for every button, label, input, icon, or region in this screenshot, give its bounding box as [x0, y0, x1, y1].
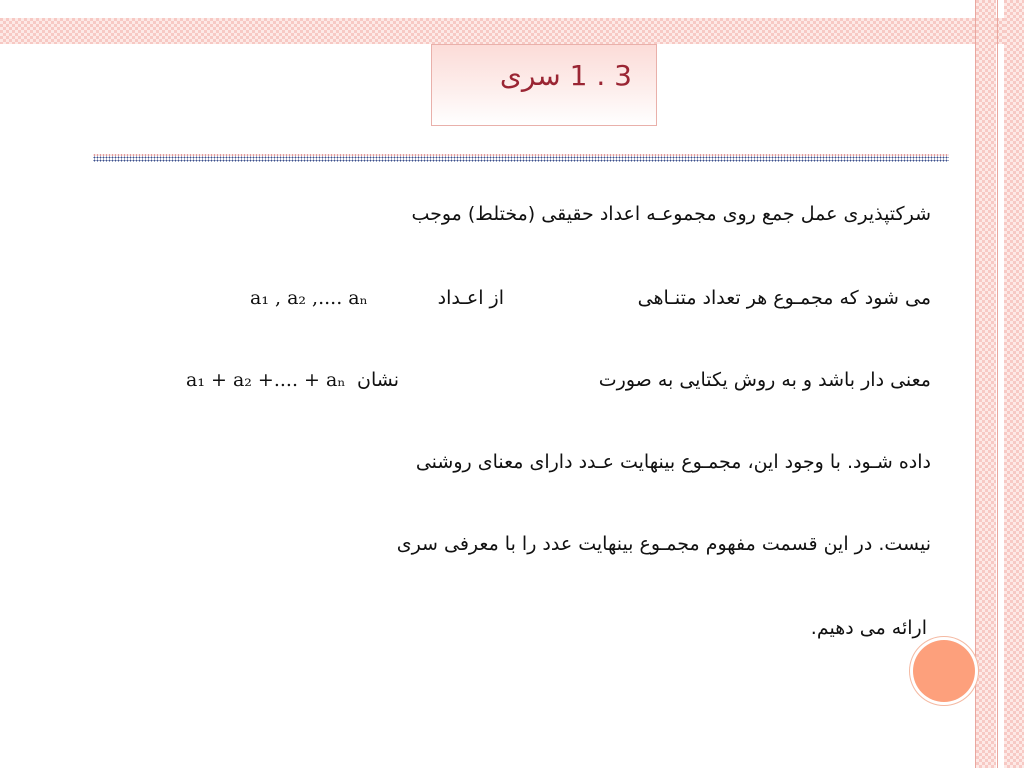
body-line-2-suffix: از اعـداد [437, 287, 504, 309]
body-line-2: می شود که مجمـوع هر تعداد متنـاهی [637, 287, 931, 309]
decorative-right-strip [976, 0, 996, 768]
body-line-5: نیست. در این قسمت مفهوم مجمـوع بینهایت عدد را با معرفی سری [396, 533, 931, 555]
body-line-1: شرکتپذیری عمل جمع روی مجموعـه اعداد حقیقی (مختلط) موجب [411, 203, 931, 225]
decorative-right-strip-outer [1004, 0, 1024, 768]
decorative-top-band [0, 18, 1024, 44]
body-line-6: ارائه می دهیم. [810, 617, 927, 639]
slide-title: 3 . 1 سری [499, 59, 632, 92]
body-line-3-suffix: نشان [357, 369, 399, 391]
decorative-orange-circle [913, 640, 975, 702]
divider-line [93, 156, 949, 162]
body-line-4: داده شـود. با وجود این، مجمـوع بینهایت عـدد دارای معنای روشنی [415, 451, 931, 473]
body-line-3: معنی دار باشد و به روش یکتایی به صورت [598, 369, 931, 391]
decorative-vertical-line [997, 0, 998, 768]
decorative-vertical-line [975, 0, 976, 768]
math-sum: a₁ + a₂ +.... + aₙ [186, 369, 346, 391]
title-box [431, 44, 657, 126]
math-sequence: a₁ , a₂ ,.... aₙ [250, 287, 368, 309]
